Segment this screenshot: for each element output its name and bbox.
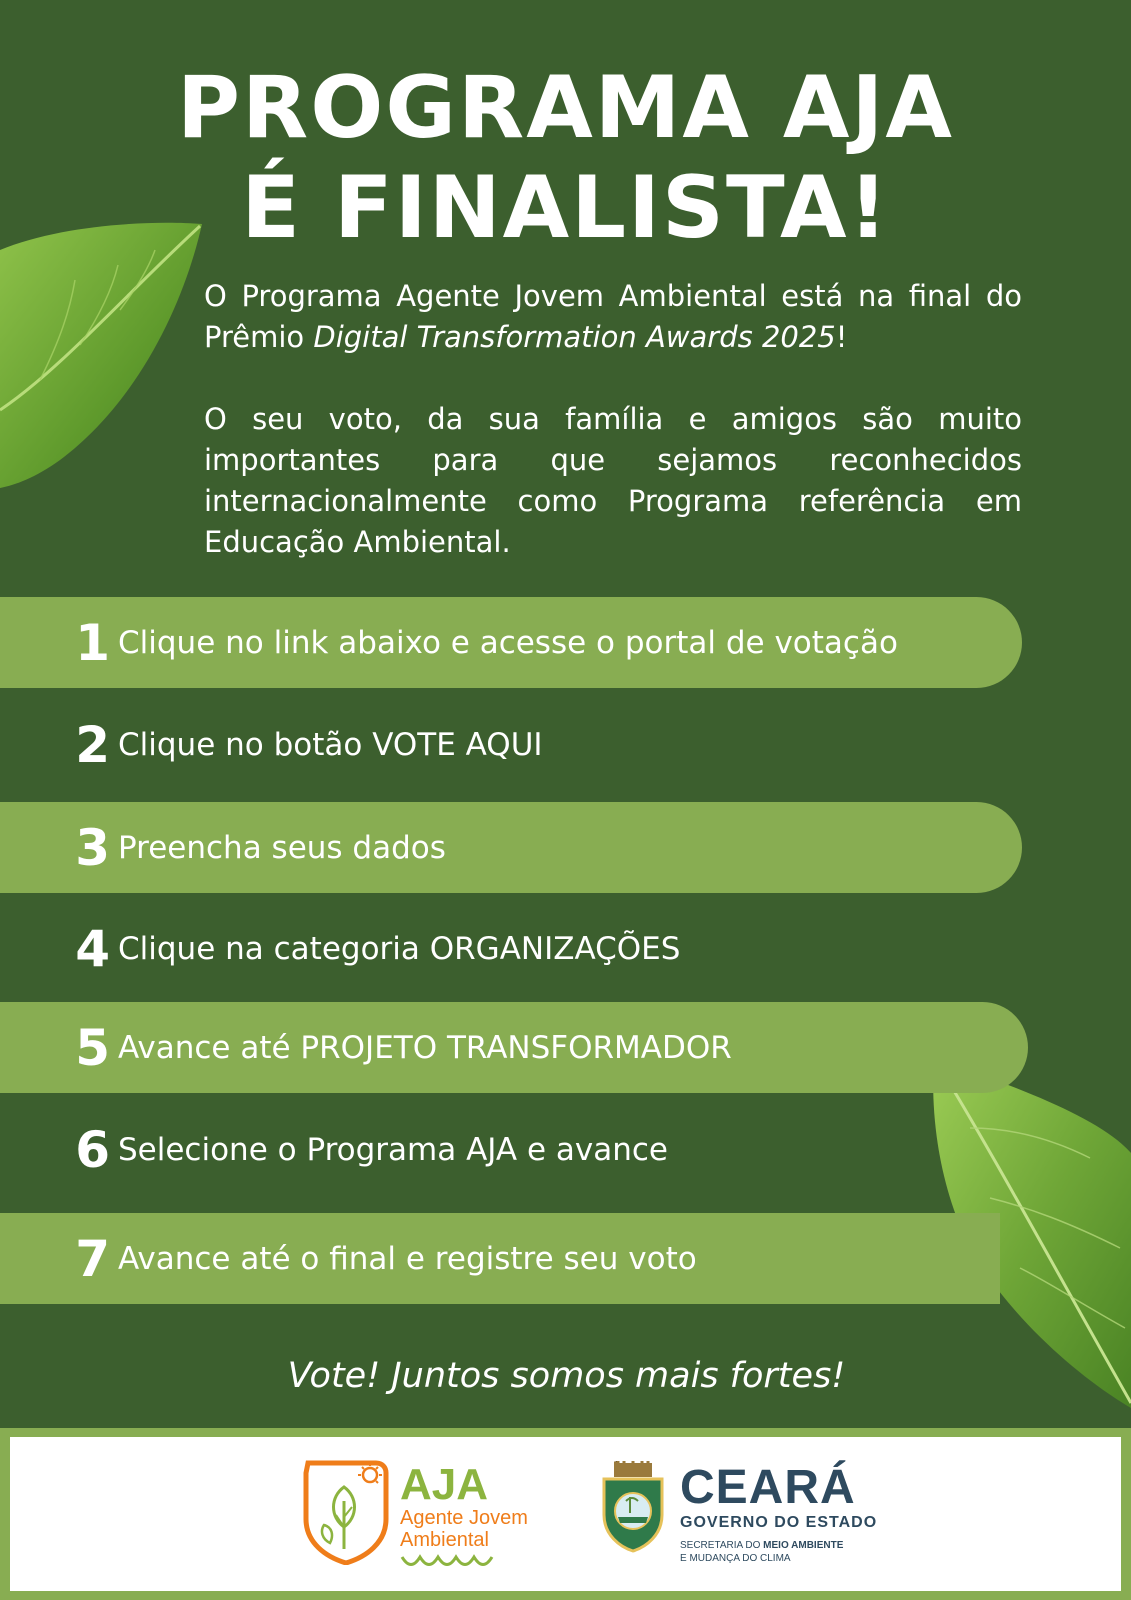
step-4	[0, 903, 1022, 994]
ceara-logo	[600, 1455, 890, 1575]
wave-icon	[400, 1553, 500, 1567]
step-number: 3	[75, 818, 110, 877]
step-5	[0, 1002, 1028, 1093]
intro-p1-text: O Programa Agente Jovem Ambiental está na final do Prêmio	[204, 279, 1022, 354]
sec-bold: MEIO AMBIENTE	[763, 1540, 844, 1551]
intro-text	[204, 276, 1022, 604]
footer-logos	[0, 1428, 1131, 1600]
title-line-2: É FINALISTA!	[241, 158, 890, 258]
step-6	[0, 1104, 1022, 1195]
step-text: Selecione o Programa AJA e avance	[118, 1131, 668, 1168]
intro-p1-end: !	[835, 320, 848, 354]
aja-logo-sub2: Ambiental	[400, 1529, 489, 1551]
aja-logo-name: AJA	[400, 1460, 489, 1509]
sec-line2: E MUDANÇA DO CLIMA	[680, 1553, 791, 1564]
intro-paragraph-2: O seu voto, da sua família e amigos são muito importantes para que sejamos reconhecidos internacionalmente como Programa referência em Educação Ambiental.	[204, 402, 1022, 559]
step-number: 6	[75, 1120, 110, 1179]
ceara-logo-name: CEARÁ	[680, 1461, 856, 1514]
step-3	[0, 802, 1022, 893]
ceara-gov: GOVERNO DO ESTADO	[680, 1514, 878, 1531]
step-1	[0, 597, 1022, 688]
aja-logo-sub1: Agente Jovem	[400, 1507, 528, 1529]
ceara-secretaria	[680, 1539, 877, 1565]
intro-paragraph-1	[204, 276, 1022, 358]
award-name: Digital Transformation Awards 2025	[313, 320, 836, 354]
step-text: Avance até PROJETO TRANSFORMADOR	[118, 1029, 732, 1066]
coat-of-arms-icon	[600, 1461, 666, 1553]
footer-panel	[10, 1437, 1121, 1591]
step-number: 1	[75, 613, 110, 672]
ceara-text-block	[680, 1463, 877, 1565]
step-text: Clique no link abaixo e acesse o portal de votação	[118, 624, 898, 661]
slogan: Vote! Juntos somos mais fortes!	[287, 1356, 846, 1396]
step-number: 4	[75, 919, 110, 978]
leaf-top-left	[0, 220, 205, 490]
step-number: 5	[75, 1018, 110, 1077]
step-number: 7	[75, 1229, 110, 1288]
step-number: 2	[75, 715, 110, 774]
sec-prefix: SECRETARIA DO	[680, 1540, 764, 1551]
step-text: Preencha seus dados	[118, 829, 446, 866]
step-text: Clique na categoria ORGANIZAÇÕES	[118, 930, 681, 967]
title-line-1: PROGRAMA AJA	[177, 58, 954, 158]
page-title	[0, 58, 1131, 258]
step-7	[0, 1213, 1000, 1304]
sprout-icon	[300, 1457, 392, 1565]
step-text: Clique no botão VOTE AQUI	[118, 726, 543, 763]
aja-logo	[300, 1453, 550, 1573]
step-2	[0, 699, 1022, 790]
aja-text-block	[400, 1460, 528, 1567]
step-text: Avance até o final e registre seu voto	[118, 1240, 697, 1277]
